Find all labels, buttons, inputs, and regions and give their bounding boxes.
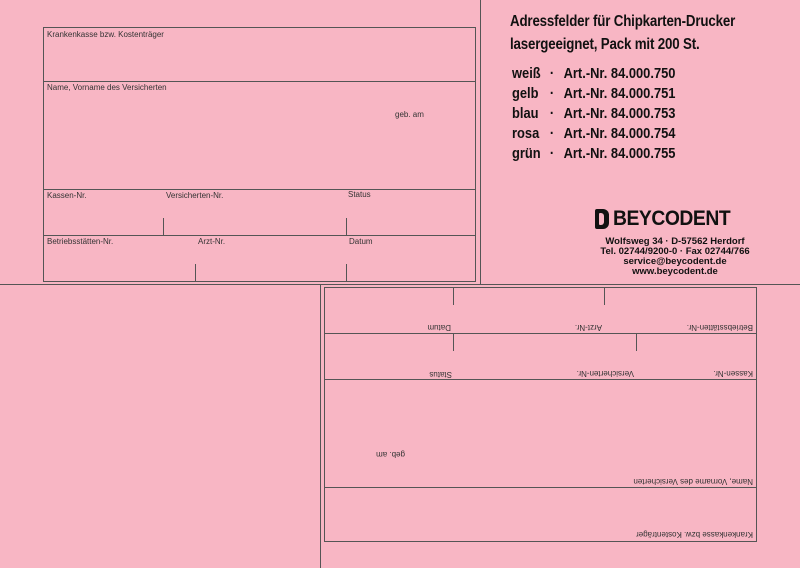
variant-separator: · xyxy=(549,145,555,162)
label-krankenkasse: Krankenkasse bzw. Kostenträger xyxy=(636,530,753,539)
form-tick xyxy=(636,333,637,351)
variant-color: grün xyxy=(512,145,541,162)
variant-color: gelb xyxy=(512,85,539,102)
form-tick xyxy=(453,287,454,305)
variant-color: blau xyxy=(512,105,539,122)
label-arzt-nr: Arzt-Nr. xyxy=(574,323,602,332)
variant-article-number: Art.-Nr. 84.000.753 xyxy=(563,105,676,122)
variant-article-number: Art.-Nr. 84.000.750 xyxy=(563,65,676,82)
label-datum: Datum xyxy=(427,323,451,332)
form-tick xyxy=(453,333,454,351)
label-geb-am: geb. am xyxy=(395,110,424,119)
variant-color: weiß xyxy=(512,65,541,82)
variant-article-number: Art.-Nr. 84.000.754 xyxy=(563,125,676,142)
variant-row xyxy=(512,105,675,122)
beycodent-logo-icon xyxy=(595,209,609,229)
form-rule xyxy=(44,81,475,82)
sheet-divider-vertical-top xyxy=(480,0,481,284)
label-status: Status xyxy=(348,190,371,199)
company-phone: Tel. 02744/9200-0 · Fax 02744/766 xyxy=(600,246,750,257)
label-kassen-nr: Kassen-Nr. xyxy=(713,369,753,378)
address-form-rotated xyxy=(324,287,757,542)
form-tick xyxy=(163,218,164,236)
label-name: Name, Vorname des Versicherten xyxy=(47,83,167,92)
variant-row xyxy=(512,85,675,102)
label-versicherten-nr: Versicherten-Nr. xyxy=(576,369,634,378)
variant-color: rosa xyxy=(512,125,540,142)
company-street: Wolfsweg 34 · D-57562 Herdorf xyxy=(605,236,745,247)
variant-separator: · xyxy=(549,85,555,102)
label-kassen-nr: Kassen-Nr. xyxy=(47,191,87,200)
form-tick xyxy=(604,287,605,305)
variant-row xyxy=(512,125,675,142)
label-datum: Datum xyxy=(349,237,373,246)
form-rule xyxy=(325,379,756,380)
company-name: BEYCODENT xyxy=(613,207,731,230)
company-email: service@beycodent.de xyxy=(623,256,727,267)
sheet-divider-horizontal xyxy=(0,284,800,285)
variant-article-number: Art.-Nr. 84.000.751 xyxy=(563,85,676,102)
label-versicherten-nr: Versicherten-Nr. xyxy=(166,191,224,200)
variant-row xyxy=(512,145,675,162)
address-form-upright xyxy=(43,27,476,282)
variant-row xyxy=(512,65,675,82)
label-name: Name, Vorname des Versicherten xyxy=(633,477,753,486)
variant-separator: · xyxy=(549,65,555,82)
form-tick xyxy=(195,264,196,282)
variant-separator: · xyxy=(549,125,555,142)
form-tick xyxy=(346,218,347,236)
label-krankenkasse: Krankenkasse bzw. Kostenträger xyxy=(47,30,164,39)
variant-separator: · xyxy=(549,105,555,122)
company-logo xyxy=(595,207,740,231)
label-betriebsstaetten-nr: Betriebsstätten-Nr. xyxy=(47,237,114,246)
form-tick xyxy=(346,264,347,282)
label-betriebsstaetten-nr: Betriebsstätten-Nr. xyxy=(686,323,753,332)
product-title: Adressfelder für Chipkarten-Drucker xyxy=(510,13,736,30)
label-geb-am: geb. am xyxy=(376,450,405,459)
sheet-divider-vertical-bottom xyxy=(320,284,321,568)
form-rule xyxy=(44,235,475,236)
variant-article-number: Art.-Nr. 84.000.755 xyxy=(563,145,676,162)
label-arzt-nr: Arzt-Nr. xyxy=(198,237,226,246)
company-web: www.beycodent.de xyxy=(632,266,718,277)
label-status: Status xyxy=(429,370,452,379)
form-rule xyxy=(325,333,756,334)
form-rule xyxy=(44,189,475,190)
form-rule xyxy=(325,487,756,488)
product-subtitle: lasergeeignet, Pack mit 200 St. xyxy=(510,36,700,53)
